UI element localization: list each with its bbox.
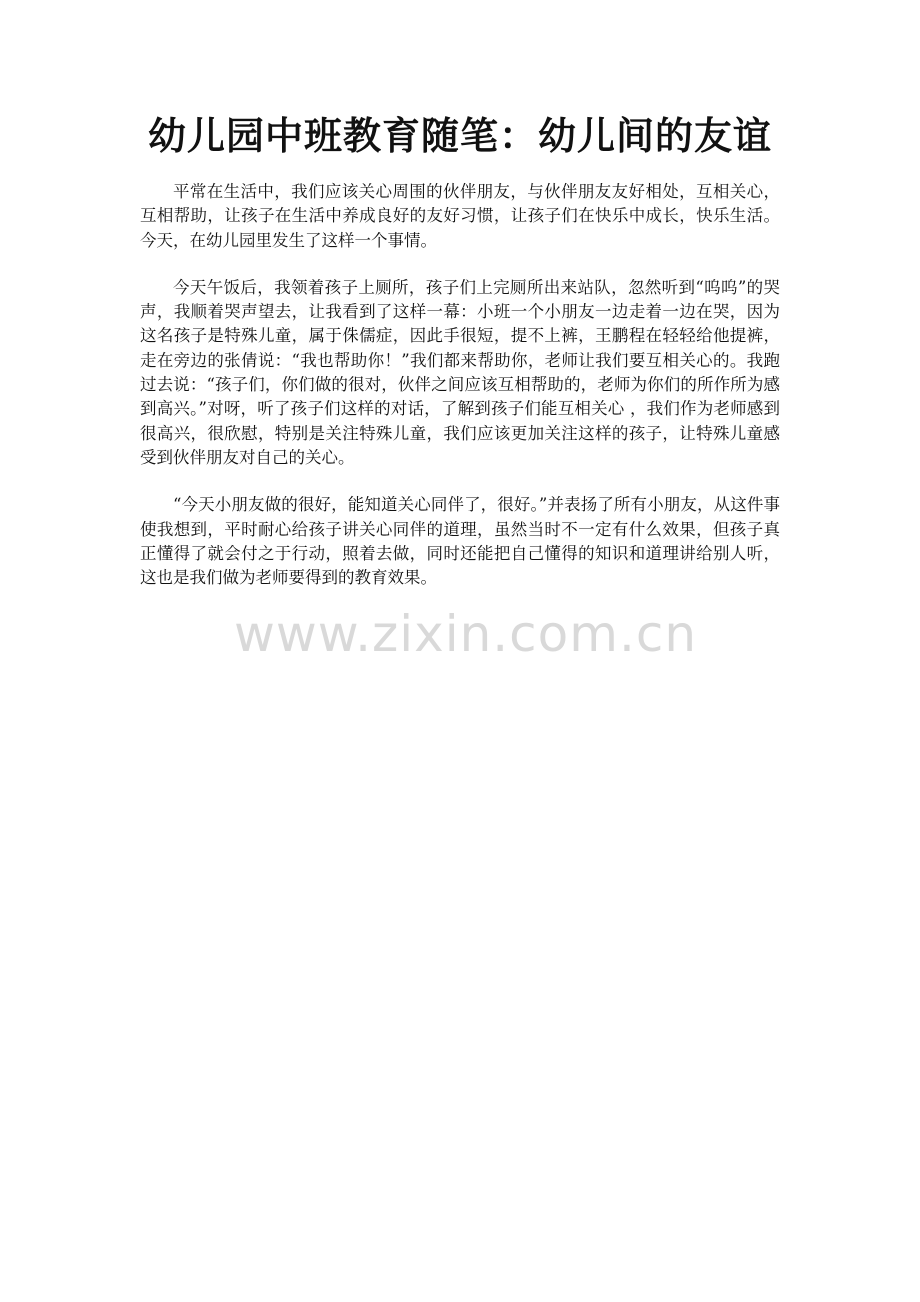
paragraph-1: 平常在生活中，我们应该关心周围的伙伴朋友，与伙伴朋友友好相处，互相关心，互相帮助，让孩子在生活中养成良好的友好习惯，让孩子们在快乐中成长，快乐生活。今天，在幼儿园里发生了这样一个事情。 <box>140 182 780 250</box>
watermark-text: www.zixin.com.cn <box>234 605 698 663</box>
paragraph-3: “今天小朋友做的很好，能知道关心同伴了，很好。”并表扬了所有小朋友，从这件事使我想到，平时耐心给孩子讲关心同伴的道理，虽然当时不一定有什么效果，但孩子真正懂得了就会付之于行动，照着去做，同时还能把自己懂得的知识和道理讲给别人听，这也是我们做为老师要得到的教育效果。 <box>140 495 780 588</box>
paragraph-2: 今天午饭后，我领着孩子上厕所，孩子们上完厕所出来站队，忽然听到“呜呜”的哭声，我顺着哭声望去，让我看到了这样一幕：小班一个小朋友一边走着一边在哭，因为这名孩子是特殊儿童，属于侏儒症，因此手很短，提不上裤，王鹏程在轻轻给他提裤，走在旁边的张倩说：“我也帮助你！”我们都来帮助你，老师让我们要互相关心的。我跑过去说：“孩子们，你们做的很对，伙伴之间应该互相帮助的，老师为你们的所作所为感到高兴。”对呀，听了孩子们这样的对话，了解到孩子们能互相关心 ，我们作为老师感到很高兴，很欣慰，特别是关注特殊儿童，我们应该更加关注这样的孩子，让特殊儿童感受到伙伴朋友对自己的关心。 <box>140 277 780 467</box>
document-body <box>140 180 780 613</box>
document-title: 幼儿园中班教育随笔：幼儿间的友谊 <box>147 113 772 158</box>
